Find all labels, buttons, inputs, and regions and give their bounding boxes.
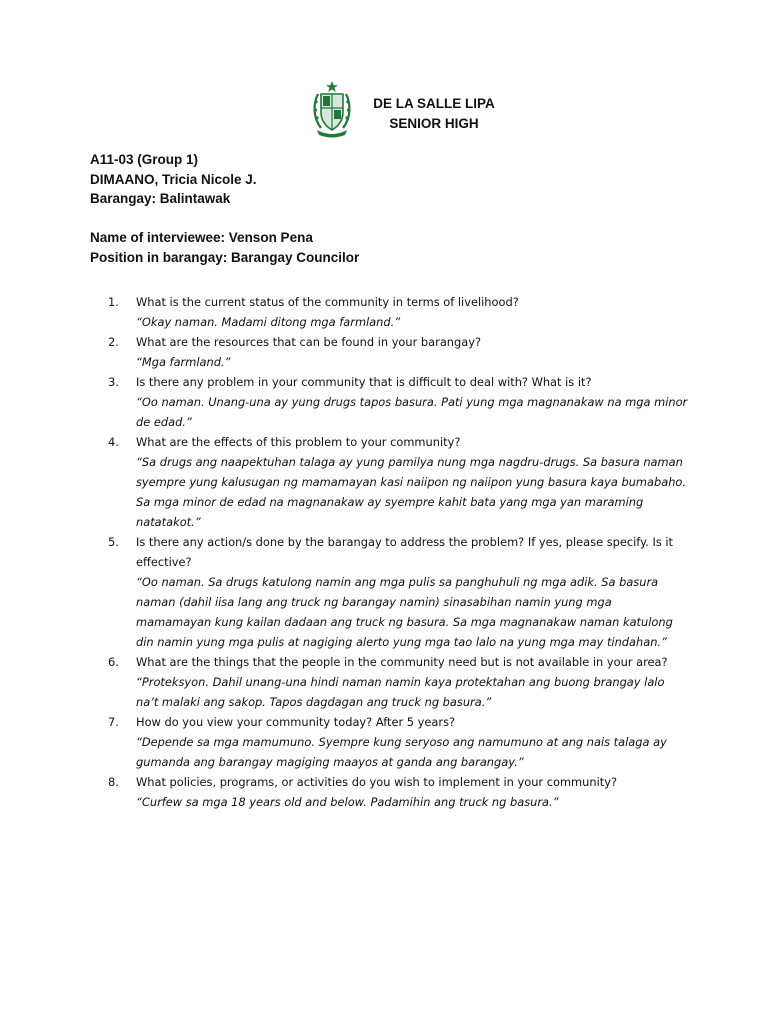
school-header bbox=[312, 80, 512, 140]
section-label: A11-03 (Group 1) bbox=[90, 152, 199, 167]
answer-text: de edad.” bbox=[136, 415, 192, 429]
answer-text: “Proteksyon. Dahil unang-una hindi naman namin kaya protektahan ang buong brangay lalo bbox=[136, 675, 665, 689]
list-item bbox=[108, 372, 688, 432]
answer-text: “Oo naman. Sa drugs katulong namin ang mga pulis sa panghuhuli ng mga adik. Sa basura bbox=[136, 575, 659, 589]
school-name bbox=[356, 94, 512, 134]
school-name-line2: SENIOR HIGH bbox=[389, 116, 479, 131]
spacer bbox=[90, 209, 650, 229]
list-item bbox=[108, 432, 688, 532]
list-item bbox=[108, 772, 688, 812]
barangay-label: Barangay: Balintawak bbox=[90, 191, 231, 206]
answer-text: syempre yung kalusugan ng mamamayan kasi naiipon ng naiipon yung basura kaya bumabaho. bbox=[136, 475, 687, 489]
answer-text: “Sa drugs ang naapektuhan talaga ay yung pamilya nung mga nagdru-drugs. Sa basura naman bbox=[136, 455, 683, 469]
question-number: 3. bbox=[108, 375, 119, 389]
answer-text: Sa mga minor de edad na magnanakaw ay syempre kahit bata yang mga yan maraming bbox=[136, 495, 644, 509]
question-number: 5. bbox=[108, 535, 119, 549]
answer-text: “Mga farmland.” bbox=[136, 355, 231, 369]
question-number: 2. bbox=[108, 335, 119, 349]
answer-text: na’t malaki ang sakop. Tapos dagdagan ang truck ng basura.” bbox=[136, 695, 492, 709]
list-item bbox=[108, 332, 688, 372]
school-name-line1: DE LA SALLE LIPA bbox=[373, 96, 495, 111]
question-text: What are the resources that can be found in your barangay? bbox=[136, 335, 482, 349]
list-item bbox=[108, 292, 688, 332]
question-number: 1. bbox=[108, 295, 119, 309]
question-number: 6. bbox=[108, 655, 119, 669]
question-number: 7. bbox=[108, 715, 119, 729]
question-number: 8. bbox=[108, 775, 119, 789]
question-text: What are the effects of this problem to your community? bbox=[136, 435, 461, 449]
answer-text: “Curfew sa mga 18 years old and below. Padamihin ang truck ng basura.” bbox=[136, 795, 559, 809]
answer-text: natatakot.” bbox=[136, 515, 201, 529]
question-text: Is there any problem in your community that is difficult to deal with? What is it? bbox=[136, 375, 592, 389]
question-text: effective? bbox=[136, 555, 192, 569]
school-crest-icon bbox=[312, 80, 352, 138]
question-text: What policies, programs, or activities do you wish to implement in your community? bbox=[136, 775, 618, 789]
answer-text: gumanda ang barangay magiging maayos at ganda ang barangay.” bbox=[136, 755, 524, 769]
question-text: How do you view your community today? After 5 years? bbox=[136, 715, 456, 729]
question-number: 4. bbox=[108, 435, 119, 449]
answer-text: naman (dahil iisa lang ang truck ng barangay namin) sinasabihan namin yung mga bbox=[136, 595, 612, 609]
answer-text: “Depende sa mga mamumuno. Syempre kung seryoso ang namumuno at ang nais talaga ay bbox=[136, 735, 667, 749]
answer-text: “Okay naman. Madami ditong mga farmland.” bbox=[136, 315, 401, 329]
interviewee-name: Name of interviewee: Venson Pena bbox=[90, 230, 313, 245]
student-name: DIMAANO, Tricia Nicole J. bbox=[90, 171, 257, 187]
list-item bbox=[108, 652, 688, 712]
interview-list bbox=[108, 292, 688, 812]
question-text: Is there any action/s done by the barangay to address the problem? If yes, please specify. Is it bbox=[136, 535, 674, 549]
answer-text: din namin yung mga pulis at nagiging alerto yung mga tao lalo na yung mga may tindahan.” bbox=[136, 635, 667, 649]
answer-text: “Oo naman. Unang-una ay yung drugs tapos basura. Pati yung mga magnanakaw na mga minor bbox=[136, 395, 688, 409]
question-text: What are the things that the people in the community need but is not available in your area? bbox=[136, 655, 668, 669]
answer-text: mamamayan kung kailan dadaan ang truck ng basura. Sa mga magnanakaw naman katulong bbox=[136, 615, 673, 629]
list-item bbox=[108, 532, 688, 652]
question-text: What is the current status of the community in terms of livelihood? bbox=[136, 295, 519, 309]
list-item bbox=[108, 712, 688, 772]
interviewee-position: Position in barangay: Barangay Councilor bbox=[90, 249, 360, 265]
student-info bbox=[90, 150, 650, 267]
